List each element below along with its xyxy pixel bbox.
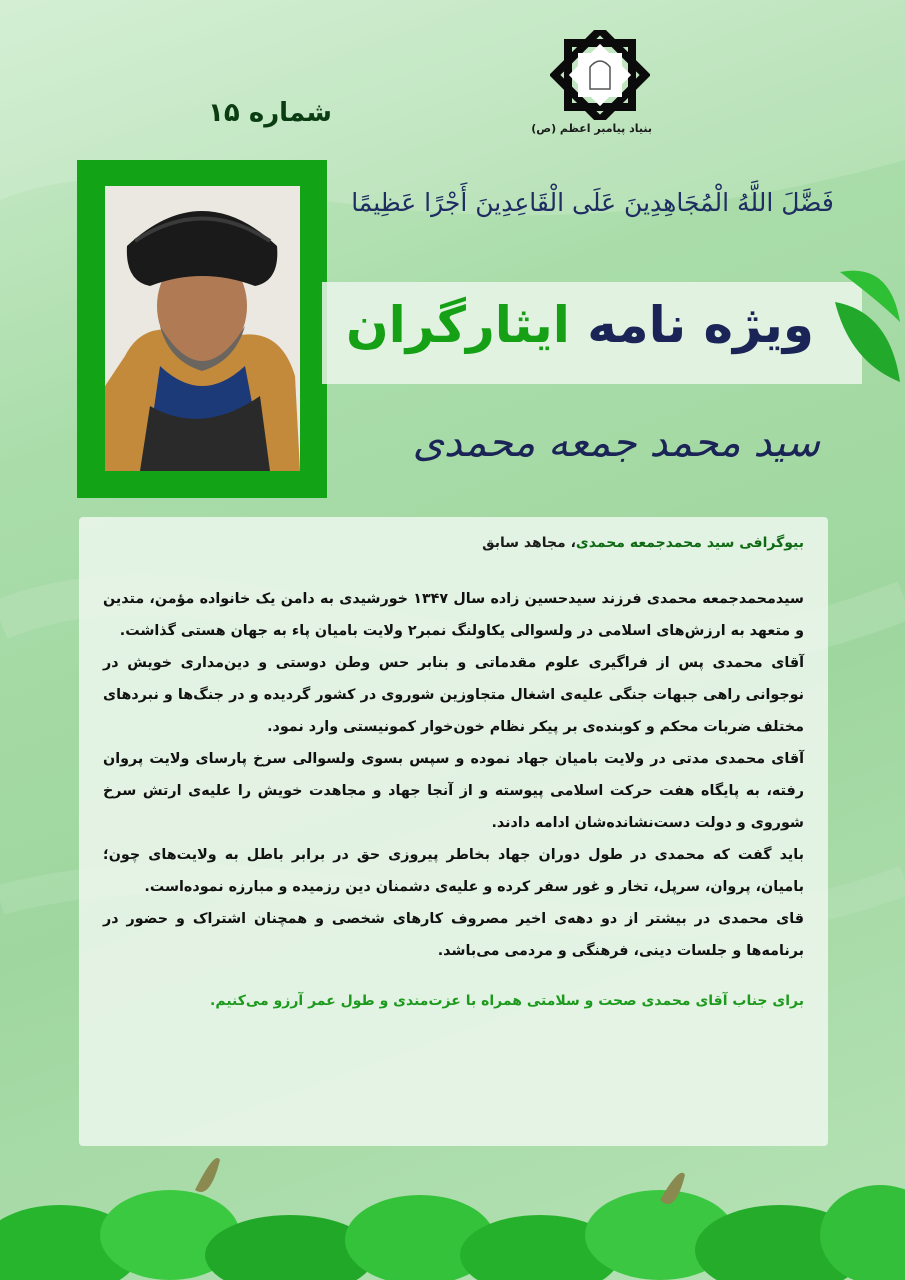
title-part-veterans: ایثارگران (345, 296, 570, 354)
biography-paragraph: آقای محمدی پس از فراگیری علوم مقدماتی و بنابر حس وطن دوستی و دین‌مداری خویش در نوجوانی راهی جبهات جنگی علیه‌ی اشغال متجاوزین شوروی در کشور گردیده و در جنگ‌ها و نبردهای مختلف ضربات محکم و کوبنده‌ی بر پیکر نظام خون‌خوار کمونیستی وارد نمود. (103, 655, 804, 735)
biography-paragraph: باید گفت که محمدی در طول دوران جهاد بخاطر پیروزی حق در برابر باطل به ولایت‌های چون؛ بامیان، پروان، سرپل، تخار و غور سفر کرده و علیه‌ی دشمنان دین رزمیده و مبارزه نموده‌است. (103, 847, 804, 895)
biography-body (103, 583, 804, 967)
foundation-logo (531, 30, 652, 140)
page-title (330, 296, 830, 354)
signature: سید محمد جمعه محمدی (412, 420, 820, 466)
biography-heading-rest: ، مجاهد سابق (482, 535, 576, 551)
portrait-photo (105, 186, 300, 471)
octagram-emblem-icon (550, 30, 650, 120)
title-part-special-issue: ویژه نامه (587, 296, 815, 354)
portrait-frame (77, 160, 327, 498)
logo-caption: بنیاد پیامبر اعظم (ص) (531, 122, 652, 135)
leaf-decoration-icon (830, 262, 905, 387)
biography-paragraph: قای محمدی در بیشتر از دو دهه‌ی اخیر مصروف کارهای شخصی و همچنان اشتراک و حضور در برنامه‌ها و جلسات دینی، فرهنگی و مردمی می‌باشد. (103, 911, 804, 959)
quran-verse: فَضَّلَ اللَّهُ الْمُجَاهِدِينَ عَلَى الْقَاعِدِينَ أَجْرًا عَظِيمًا (351, 188, 834, 217)
biography-heading-main: بیوگرافی سید محمدجمعه محمدی (575, 535, 804, 551)
leaves-decoration-icon (0, 1140, 905, 1280)
biography-card (79, 517, 828, 1146)
biography-paragraph: سیدمحمدجمعه محمدی فرزند سیدحسین زاده سال ۱۳۴۷ خورشیدی به دامن یک خانواده مؤمن، متدین و متعهد به ارزش‌های اسلامی در ولسوالی یکاولنگ نمبر۲ ولایت بامیان پاء به جهان هستی گذاشت. (103, 591, 804, 639)
biography-closing: برای جناب آقای محمدی صحت و سلامتی همراه با عزت‌مندی و طول عمر آرزو می‌کنیم. (210, 993, 804, 1009)
biography-heading (103, 535, 804, 551)
biography-paragraph: آقای محمدی مدتی در ولایت بامیان جهاد نموده و سپس بسوی ولسوالی سرخ پارسای ولایت پروان رفته، به پایگاه هفت حرکت اسلامی پیوسته و از آنجا جهاد و مجاهدت خویش را علیه‌ی ارتش سرخ شوروی و دولت دست‌نشانده‌شان ادامه دادند. (103, 751, 804, 831)
issue-number: شماره ۱۵ (208, 98, 332, 128)
